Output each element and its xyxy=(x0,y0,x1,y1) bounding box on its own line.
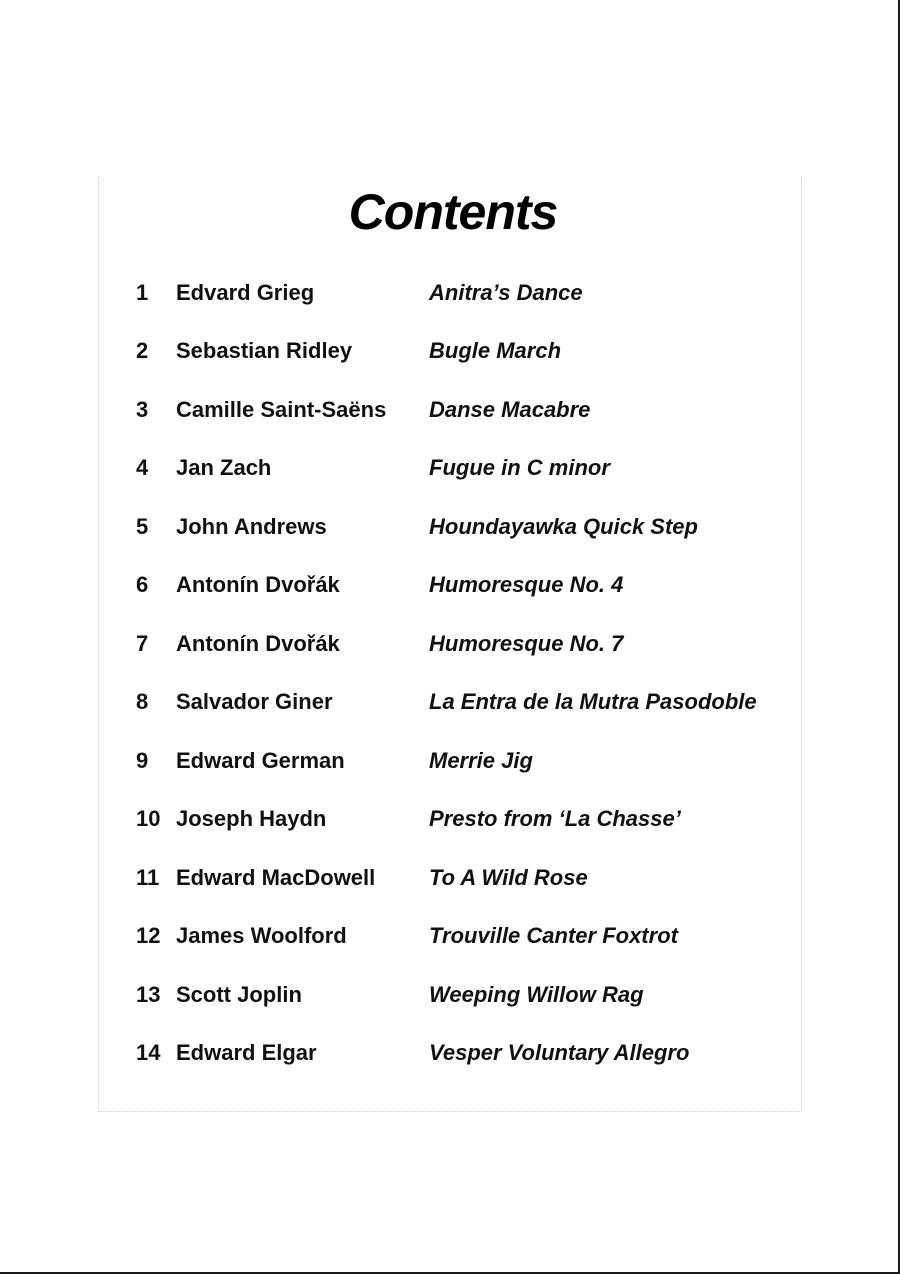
entry-composer: Jan Zach xyxy=(176,455,272,480)
entry-composer: Sebastian Ridley xyxy=(176,338,353,363)
entry-composer: Antonín Dvořák xyxy=(176,631,340,656)
entry-number: 10 xyxy=(136,806,161,831)
entry-number: 9 xyxy=(136,748,149,773)
entry-number: 1 xyxy=(136,280,149,305)
entry-composer: Joseph Haydn xyxy=(176,806,327,831)
contents-entry xyxy=(0,336,900,366)
entry-piece: Humoresque No. 7 xyxy=(429,631,624,656)
entry-piece: To A Wild Rose xyxy=(429,865,588,890)
entry-composer: James Woolford xyxy=(176,923,347,948)
entry-piece: Bugle March xyxy=(429,338,562,363)
entry-composer: Edward Elgar xyxy=(176,1040,317,1065)
entry-piece: Fugue in C minor xyxy=(429,455,610,480)
contents-entry xyxy=(0,395,900,425)
contents-entry xyxy=(0,512,900,542)
entry-piece: Presto from ‘La Chasse’ xyxy=(429,806,681,831)
entry-number: 12 xyxy=(136,923,161,948)
contents-entry xyxy=(0,570,900,600)
entry-piece: Vesper Voluntary Allegro xyxy=(429,1040,690,1065)
entry-piece: Trouville Canter Foxtrot xyxy=(429,923,678,948)
entry-number: 8 xyxy=(136,689,149,714)
entry-number: 2 xyxy=(136,338,149,363)
entry-number: 14 xyxy=(136,1040,161,1065)
entry-number: 13 xyxy=(136,982,161,1007)
contents-entry xyxy=(0,278,900,308)
entry-number: 5 xyxy=(136,514,149,539)
contents-entry xyxy=(0,863,900,893)
contents-entry xyxy=(0,1038,900,1068)
contents-entry xyxy=(0,746,900,776)
contents-entry xyxy=(0,453,900,483)
entry-piece: Danse Macabre xyxy=(429,397,591,422)
entry-number: 7 xyxy=(136,631,149,656)
entry-composer: Edward MacDowell xyxy=(176,865,376,890)
entry-number: 3 xyxy=(136,397,149,422)
entry-composer: Camille Saint-Saëns xyxy=(176,397,387,422)
entry-composer: Scott Joplin xyxy=(176,982,302,1007)
entry-number: 6 xyxy=(136,572,149,597)
entry-number: 11 xyxy=(136,865,160,890)
entry-piece: Weeping Willow Rag xyxy=(429,982,644,1007)
contents-entry xyxy=(0,980,900,1010)
entry-piece: Anitra’s Dance xyxy=(429,280,583,305)
entry-piece: Houndayawka Quick Step xyxy=(429,514,698,539)
entry-piece: Humoresque No. 4 xyxy=(429,572,624,597)
entry-composer: Antonín Dvořák xyxy=(176,572,340,597)
contents-entry xyxy=(0,629,900,659)
contents-entry xyxy=(0,687,900,717)
contents-entry xyxy=(0,804,900,834)
page-title: Contents xyxy=(348,184,558,240)
entry-composer: Edvard Grieg xyxy=(176,280,315,305)
entry-piece: Merrie Jig xyxy=(429,748,533,773)
entry-composer: Salvador Giner xyxy=(176,689,333,714)
entry-composer: John Andrews xyxy=(176,514,327,539)
entry-piece: La Entra de la Mutra Pasodoble xyxy=(429,689,757,714)
entry-composer: Edward German xyxy=(176,748,345,773)
contents-entry xyxy=(0,921,900,951)
entry-number: 4 xyxy=(136,455,149,480)
